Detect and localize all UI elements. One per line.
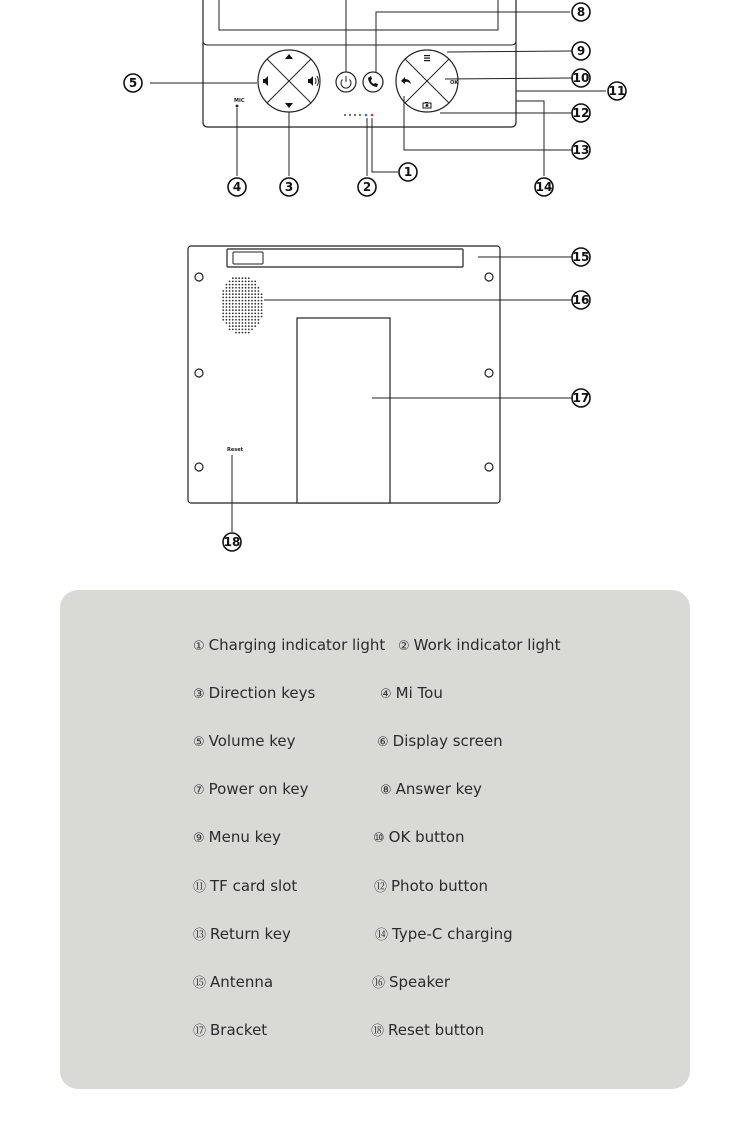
callout-15 <box>572 248 590 266</box>
speaker-hole <box>251 287 253 289</box>
speaker-hole <box>222 300 224 302</box>
speaker-hole <box>254 313 256 315</box>
speaker-hole <box>232 303 234 305</box>
speaker-hole <box>232 322 234 324</box>
speaker-hole <box>245 325 247 327</box>
speaker-hole <box>238 309 240 311</box>
speaker-hole <box>226 290 228 292</box>
callout-13 <box>572 141 590 159</box>
speaker-hole <box>242 319 244 321</box>
speaker-hole <box>245 332 247 334</box>
speaker-hole <box>245 319 247 321</box>
speaker-hole <box>254 322 256 324</box>
speaker-hole <box>226 297 228 299</box>
callout-1 <box>399 163 417 181</box>
speaker-hole <box>242 293 244 295</box>
work-indicator-light <box>365 114 368 117</box>
callout-18 <box>223 533 241 551</box>
speaker-hole <box>258 287 260 289</box>
speaker-hole <box>226 313 228 315</box>
callout-17 <box>572 389 590 407</box>
speaker-hole <box>245 297 247 299</box>
speaker-hole <box>222 293 224 295</box>
speaker-hole <box>229 316 231 318</box>
speaker-hole <box>229 284 231 286</box>
speaker-hole <box>251 303 253 305</box>
speaker-hole <box>222 306 224 308</box>
speaker-hole <box>222 303 224 305</box>
legend-item-7: ⑦ Power on key <box>193 780 309 798</box>
speaker-hole <box>248 293 250 295</box>
speaker-hole <box>245 316 247 318</box>
speaker-hole <box>258 297 260 299</box>
speaker-hole <box>238 284 240 286</box>
svg-text:17: 17 <box>572 391 590 405</box>
speaker-hole <box>235 297 237 299</box>
bracket <box>297 318 390 503</box>
speaker-hole <box>226 316 228 318</box>
speaker-hole <box>254 306 256 308</box>
callout-10 <box>572 69 590 87</box>
speaker-hole <box>235 300 237 302</box>
speaker-hole <box>232 316 234 318</box>
speaker-hole <box>222 309 224 311</box>
svg-text:12: 12 <box>572 106 590 120</box>
ok-label: OK <box>450 80 459 86</box>
speaker-hole <box>242 277 244 279</box>
speaker-hole <box>232 277 234 279</box>
speaker-hole <box>258 306 260 308</box>
speaker-hole <box>248 309 250 311</box>
speaker-hole <box>229 303 231 305</box>
mic-hole <box>236 105 239 108</box>
speaker-hole <box>235 319 237 321</box>
speaker-hole <box>258 316 260 318</box>
legend-item-18: ⑱ Reset button <box>371 1021 485 1039</box>
speaker-hole <box>229 287 231 289</box>
legend-item-5: ⑤ Volume key <box>193 732 296 750</box>
speaker-hole <box>238 322 240 324</box>
speaker-hole <box>258 293 260 295</box>
speaker-hole <box>238 332 240 334</box>
speaker-hole <box>245 290 247 292</box>
speaker-hole <box>248 329 250 331</box>
callout-5 <box>124 74 142 92</box>
speaker-hole <box>238 316 240 318</box>
legend-item-16: ⑯ Speaker <box>372 973 451 991</box>
speaker-hole <box>235 281 237 283</box>
speaker-hole <box>238 290 240 292</box>
speaker-hole <box>242 300 244 302</box>
speaker-hole <box>245 322 247 324</box>
speaker-hole <box>242 290 244 292</box>
speaker-hole <box>229 329 231 331</box>
svg-text:2: 2 <box>362 180 372 194</box>
speaker-hole <box>232 297 234 299</box>
callout-4 <box>228 178 246 196</box>
speaker-hole <box>245 281 247 283</box>
speaker-hole <box>245 306 247 308</box>
speaker-hole <box>235 277 237 279</box>
legend-item-3: ③ Direction keys <box>193 684 316 702</box>
speaker-hole <box>235 303 237 305</box>
speaker-hole <box>238 306 240 308</box>
speaker-hole <box>229 281 231 283</box>
speaker-hole <box>248 303 250 305</box>
callout-11 <box>608 82 626 100</box>
svg-text:5: 5 <box>128 76 138 90</box>
speaker-hole <box>238 277 240 279</box>
speaker-hole <box>251 309 253 311</box>
svg-text:8: 8 <box>576 5 586 19</box>
svg-text:13: 13 <box>572 143 590 157</box>
speaker-hole <box>238 329 240 331</box>
speaker-hole <box>235 306 237 308</box>
speaker-hole <box>248 316 250 318</box>
front-view <box>150 0 606 176</box>
svg-text:16: 16 <box>572 293 590 307</box>
speaker-hole <box>258 303 260 305</box>
speaker-hole <box>245 277 247 279</box>
device-front-body <box>203 0 516 127</box>
reset-label: Reset <box>227 447 243 453</box>
speaker-hole <box>254 281 256 283</box>
speaker-hole <box>258 322 260 324</box>
speaker-hole <box>254 316 256 318</box>
speaker-hole <box>235 284 237 286</box>
speaker-hole <box>229 313 231 315</box>
speaker-hole <box>251 329 253 331</box>
speaker-hole <box>251 316 253 318</box>
speaker-hole <box>229 322 231 324</box>
speaker-hole <box>254 325 256 327</box>
svg-text:10: 10 <box>572 71 590 85</box>
speaker-hole <box>238 319 240 321</box>
speaker-hole <box>251 290 253 292</box>
speaker-hole <box>251 313 253 315</box>
speaker-hole <box>235 309 237 311</box>
speaker-hole <box>226 287 228 289</box>
speaker-hole <box>232 293 234 295</box>
speaker-hole <box>245 309 247 311</box>
speaker-hole <box>226 309 228 311</box>
speaker-hole <box>222 313 224 315</box>
speaker-hole <box>251 284 253 286</box>
speaker-hole <box>245 287 247 289</box>
speaker-hole <box>248 277 250 279</box>
speaker-hole <box>238 281 240 283</box>
charging-indicator-light <box>371 114 374 117</box>
speaker-hole <box>238 287 240 289</box>
speaker-hole <box>226 319 228 321</box>
speaker-hole <box>229 293 231 295</box>
speaker-hole <box>248 322 250 324</box>
legend-item-15: ⑮ Antenna <box>193 973 274 991</box>
speaker-hole <box>242 287 244 289</box>
speaker-hole <box>248 297 250 299</box>
speaker-hole <box>254 284 256 286</box>
svg-text:3: 3 <box>284 180 294 194</box>
answer-button[interactable] <box>363 72 383 92</box>
speaker-hole <box>242 297 244 299</box>
speaker-hole <box>238 313 240 315</box>
speaker-hole <box>226 300 228 302</box>
legend-item-10: ⑩ OK button <box>373 828 465 846</box>
speaker-hole <box>229 297 231 299</box>
speaker-hole <box>261 306 263 308</box>
speaker-hole <box>261 316 263 318</box>
speaker-hole <box>251 319 253 321</box>
speaker-hole <box>235 290 237 292</box>
speaker-hole <box>254 303 256 305</box>
speaker-hole <box>242 309 244 311</box>
speaker-hole <box>248 313 250 315</box>
speaker-hole <box>242 316 244 318</box>
legend-item-14: ⑭ Type-C charging <box>375 925 513 943</box>
speaker-hole <box>226 303 228 305</box>
speaker-hole <box>251 300 253 302</box>
speaker-hole <box>235 293 237 295</box>
speaker-hole <box>232 287 234 289</box>
svg-text:4: 4 <box>232 180 242 194</box>
speaker-hole <box>254 290 256 292</box>
speaker-hole <box>261 313 263 315</box>
speaker-hole <box>258 309 260 311</box>
mic-label: MIC <box>234 98 245 104</box>
legend-item-12: ⑫ Photo button <box>374 877 489 895</box>
speaker-hole <box>235 316 237 318</box>
speaker-hole <box>254 287 256 289</box>
speaker-hole <box>229 325 231 327</box>
speaker-hole <box>232 281 234 283</box>
right-keypad[interactable] <box>396 50 459 112</box>
speaker-hole <box>245 313 247 315</box>
speaker-hole <box>232 309 234 311</box>
speaker-hole <box>248 284 250 286</box>
speaker-hole <box>229 309 231 311</box>
speaker-hole <box>248 332 250 334</box>
speaker-hole <box>254 309 256 311</box>
speaker-hole <box>248 319 250 321</box>
speaker-hole <box>251 297 253 299</box>
speaker-hole <box>251 293 253 295</box>
speaker-hole <box>235 287 237 289</box>
speaker-hole <box>261 297 263 299</box>
legend-item-6: ⑥ Display screen <box>377 732 503 750</box>
speaker-hole <box>254 319 256 321</box>
speaker-hole <box>251 306 253 308</box>
callout-12 <box>572 104 590 122</box>
speaker-hole <box>242 313 244 315</box>
power-button[interactable] <box>336 72 356 92</box>
speaker-hole <box>248 325 250 327</box>
callout-16 <box>572 291 590 309</box>
speaker-hole <box>235 313 237 315</box>
speaker-hole <box>226 306 228 308</box>
svg-text:9: 9 <box>576 44 586 58</box>
speaker-hole <box>235 332 237 334</box>
speaker-hole <box>248 281 250 283</box>
svg-text:14: 14 <box>535 180 553 194</box>
speaker-hole <box>242 332 244 334</box>
speaker-hole <box>229 290 231 292</box>
speaker-hole <box>226 284 228 286</box>
speaker-hole <box>245 293 247 295</box>
speaker-hole <box>248 287 250 289</box>
callout-3 <box>280 178 298 196</box>
speaker-hole <box>232 300 234 302</box>
speaker-hole <box>222 319 224 321</box>
speaker-hole <box>261 293 263 295</box>
speaker-hole <box>248 290 250 292</box>
speaker-hole <box>258 290 260 292</box>
speaker-hole <box>242 322 244 324</box>
speaker-hole <box>261 300 263 302</box>
speaker-hole <box>245 300 247 302</box>
speaker-hole <box>232 284 234 286</box>
speaker-hole <box>242 329 244 331</box>
legend-item-4: ④ Mi Tou <box>380 684 443 702</box>
speaker-hole <box>232 329 234 331</box>
speaker-hole <box>226 322 228 324</box>
speaker-hole <box>261 303 263 305</box>
speaker-hole <box>242 306 244 308</box>
legend-panel <box>60 590 690 1089</box>
speaker-hole <box>229 319 231 321</box>
speaker-hole <box>258 300 260 302</box>
speaker-hole <box>242 281 244 283</box>
speaker-hole <box>254 293 256 295</box>
speaker-hole <box>261 309 263 311</box>
callout-9 <box>572 42 590 60</box>
speaker-hole <box>251 325 253 327</box>
menu-icon <box>424 55 430 61</box>
speaker-hole <box>232 313 234 315</box>
legend-item-13: ⑬ Return key <box>193 925 291 943</box>
speaker-hole <box>235 322 237 324</box>
speaker-hole <box>222 290 224 292</box>
speaker-hole <box>245 303 247 305</box>
speaker-hole <box>242 325 244 327</box>
svg-text:18: 18 <box>223 535 241 549</box>
svg-text:15: 15 <box>572 250 590 264</box>
speaker-hole <box>238 303 240 305</box>
speaker-hole <box>226 293 228 295</box>
legend-item-11: ⑪ TF card slot <box>193 877 298 895</box>
svg-text:1: 1 <box>403 165 413 179</box>
speaker-hole <box>232 306 234 308</box>
speaker-hole <box>248 306 250 308</box>
legend-item-8: ⑧ Answer key <box>380 780 482 798</box>
speaker-hole <box>238 297 240 299</box>
speaker-hole <box>258 319 260 321</box>
speaker-hole <box>222 297 224 299</box>
callout-14 <box>535 178 553 196</box>
speaker-hole <box>229 300 231 302</box>
speaker-hole <box>235 329 237 331</box>
svg-text:11: 11 <box>608 84 626 98</box>
speaker-hole <box>238 300 240 302</box>
speaker-hole <box>232 290 234 292</box>
speaker-hole <box>242 303 244 305</box>
speaker-hole <box>232 325 234 327</box>
callout-2 <box>358 178 376 196</box>
speaker-hole <box>254 300 256 302</box>
legend-item-17: ⑰ Bracket <box>193 1021 268 1039</box>
back-view <box>188 246 572 532</box>
speaker-hole <box>245 284 247 286</box>
speaker-hole <box>251 281 253 283</box>
legend-item-1: ① Charging indicator light <box>193 636 386 654</box>
legend-item-2: ② Work indicator light <box>398 636 561 654</box>
speaker-hole <box>242 284 244 286</box>
speaker-hole <box>254 297 256 299</box>
speaker-hole <box>222 316 224 318</box>
speaker-hole <box>238 325 240 327</box>
speaker-hole <box>238 293 240 295</box>
direction-keys[interactable] <box>258 50 320 112</box>
speaker-hole <box>251 322 253 324</box>
speaker-hole <box>229 306 231 308</box>
speaker-hole <box>232 319 234 321</box>
speaker-hole <box>245 329 247 331</box>
speaker-hole <box>248 300 250 302</box>
speaker-hole <box>235 325 237 327</box>
legend-item-9: ⑨ Menu key <box>193 828 281 846</box>
callout-8 <box>572 3 590 21</box>
speaker-hole <box>258 313 260 315</box>
